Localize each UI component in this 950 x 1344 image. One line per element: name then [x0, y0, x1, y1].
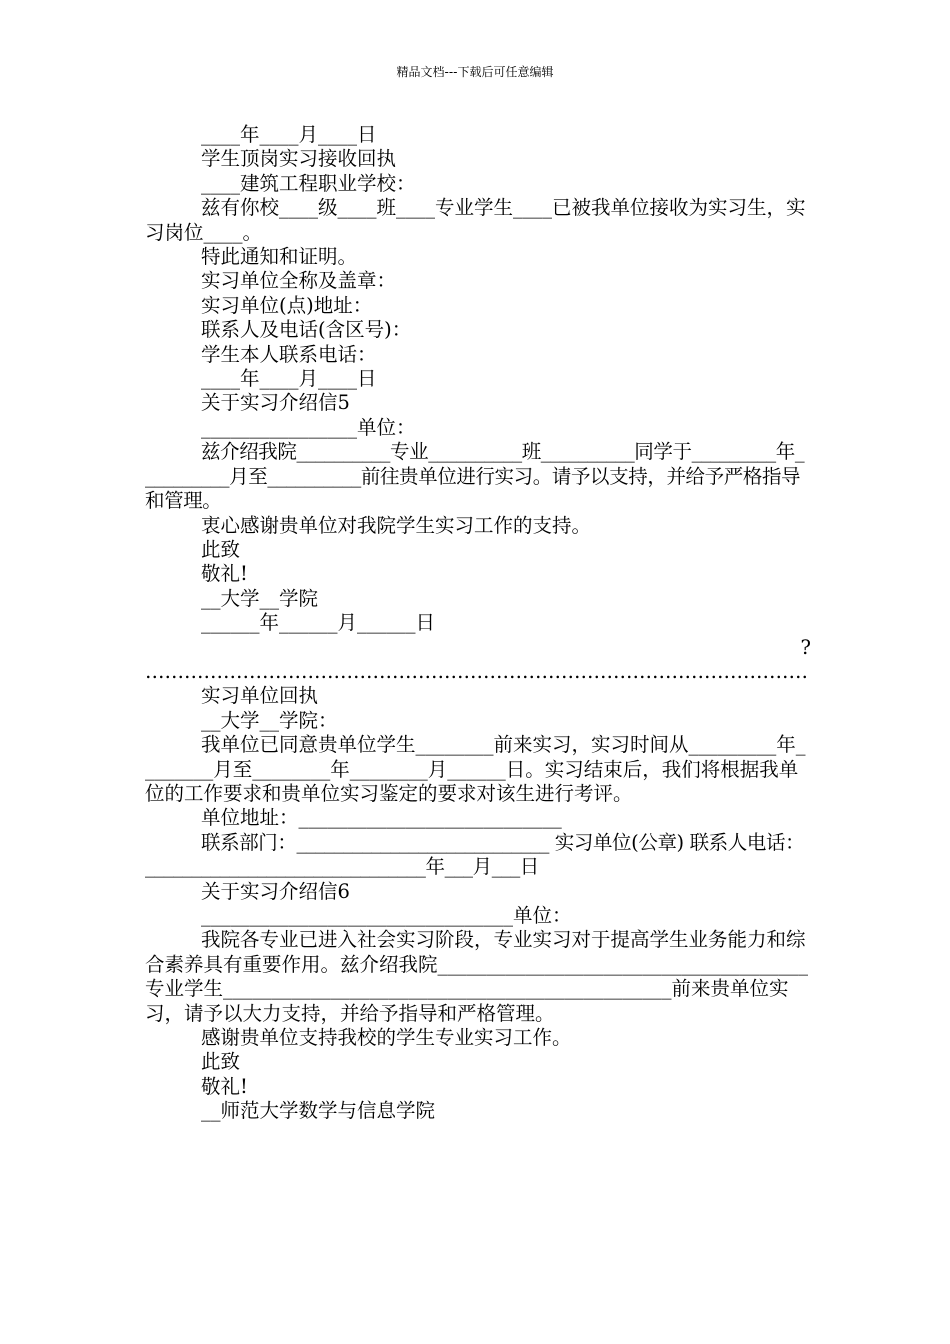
date-line: ______年______月______日	[201, 611, 436, 635]
salutation: ____建筑工程职业学校：	[201, 171, 416, 195]
form-field-label: 实习单位(点)地址：	[201, 293, 373, 317]
date-line: ____年____月____日	[201, 367, 377, 391]
signature: __大学__学院	[201, 586, 319, 610]
date-line: ____年____月____日	[201, 123, 377, 146]
closing: 敬礼!	[201, 1074, 248, 1098]
paragraph: 特此通知和证明。	[201, 245, 358, 269]
salutation: __大学__学院：	[201, 708, 338, 732]
form-field-label: 学生本人联系电话：	[201, 342, 377, 366]
section-title: 关于实习介绍信6	[201, 879, 350, 903]
section-title: 学生顶岗实习接收回执	[201, 147, 397, 171]
closing: 敬礼!	[201, 562, 248, 586]
salutation: ________________单位：	[201, 415, 416, 439]
paragraph: 我单位已同意贵单位学生________前来实习，实习时间从_________年________月至________年________月______日。实习结束后，我们将根据我单位的工作要求和贵单位实习鉴定的要求对该生进行考评。	[145, 733, 806, 805]
paragraph: 我院各专业已进入社会实习阶段，专业实习对于提高学生业务能力和综合素养具有重要作用。兹介绍我院______________________________________专业学生______________________________________________前来贵单位实习，请予以大力支持，并给予指导和严格管理。	[145, 928, 809, 1025]
paragraph: 衷心感谢贵单位对我院学生实习工作的支持。	[201, 513, 592, 537]
signature: __师范大学数学与信息学院	[201, 1099, 436, 1123]
section-title: 实习单位回执	[201, 684, 319, 708]
form-field-label: 联系人及电话(含区号)：	[201, 318, 412, 342]
form-field-label: 联系部门：___________________________ 实习单位(公章) 联系人电话：______________________________年___月___日	[145, 830, 805, 879]
dotted-separator: …………………………………………………………………………………………	[145, 659, 808, 683]
salutation: ________________________________单位：	[201, 904, 572, 927]
form-field-label: 实习单位全称及盖章：	[201, 269, 397, 293]
question-mark: ?	[800, 635, 811, 659]
section-title: 关于实习介绍信5	[201, 391, 350, 415]
page-header: 精品文档---下载后可任意编辑	[396, 65, 554, 79]
closing: 此致	[201, 1050, 241, 1074]
paragraph: 感谢贵单位支持我校的学生专业实习工作。	[201, 1026, 572, 1050]
paragraph: 兹有你校____级____班____专业学生____已被我单位接收为实习生，实习岗位____。	[145, 196, 806, 244]
form-field-label: 单位地址：___________________________	[201, 806, 562, 830]
paragraph: 兹介绍我院__________专业__________班__________同学于_________年__________月至__________前往贵单位进行实习。请予以支持，并给予严格指导和管理。	[145, 440, 805, 513]
document-body	[145, 123, 811, 1124]
closing: 此致	[201, 537, 241, 561]
